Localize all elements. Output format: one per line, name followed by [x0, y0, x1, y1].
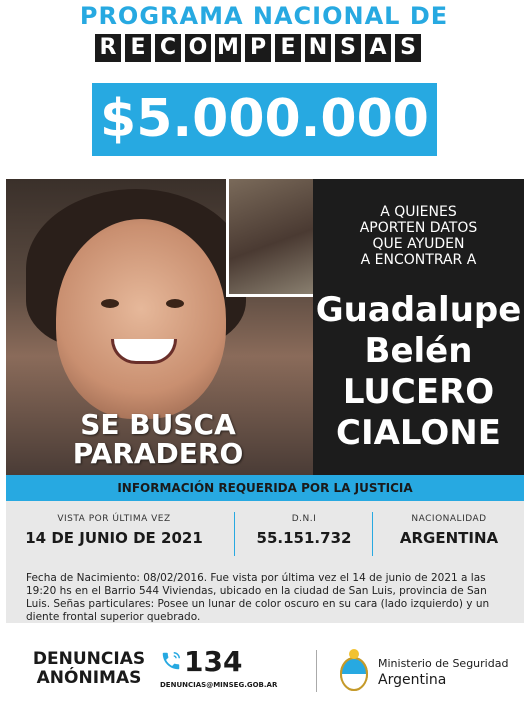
recompensas-letter: M — [215, 34, 241, 62]
person-name — [313, 290, 524, 454]
reports-line2: ANÓNIMAS — [36, 668, 142, 688]
appeal-text — [313, 204, 524, 268]
last-seen-label: VISTA POR ÚLTIMA VEZ — [57, 514, 171, 524]
dni-value: 55.151.732 — [256, 529, 352, 547]
last-seen-cell — [16, 514, 212, 547]
country-name: Argentina — [378, 672, 447, 688]
details-divider — [372, 512, 373, 556]
recompensas-letter: P — [245, 34, 271, 62]
nationality-cell — [374, 514, 524, 547]
footer-divider — [316, 650, 317, 692]
photo-face — [56, 219, 226, 419]
recompensas-letter: N — [305, 34, 331, 62]
appeal-line: A QUIENES — [380, 204, 457, 220]
reward-amount: $5.000.000 — [92, 83, 437, 156]
last-seen-value: 14 DE JUNIO DE 2021 — [25, 529, 203, 547]
name-line: Guadalupe — [315, 290, 522, 330]
program-title: PROGRAMA NACIONAL DE — [79, 2, 449, 30]
details-divider — [234, 512, 235, 556]
appeal-line: APORTEN DATOS — [359, 220, 478, 236]
recompensas-letter: O — [185, 34, 211, 62]
appeal-line: QUE AYUDEN — [372, 236, 465, 252]
recompensas-letter: E — [275, 34, 301, 62]
appeal-line: A ENCONTRAR A — [360, 252, 477, 268]
recompensas-letter: E — [125, 34, 151, 62]
reports-line1: DENUNCIAS — [32, 649, 146, 669]
name-line: LUCERO — [342, 372, 495, 412]
recompensas-letter: S — [335, 34, 361, 62]
dni-label: D.N.I — [291, 514, 317, 524]
description-text: Fecha de Nacimiento: 08/02/2016. Fue vista por última vez el 14 de junio de 2021 a las 19:20 hs en el Barrio 544 Viviendas, ubicado en la ciudad de San Luis, provincia de San Luis. Señas particulares: Posee un lunar de color oscuro en su cara (lado izquierdo) y un diente frontal superior quebrado. — [26, 572, 490, 623]
ministry-name: Ministerio de Seguridad — [378, 657, 509, 670]
recompensas-letter: R — [95, 34, 121, 62]
name-line: CIALONE — [336, 413, 501, 453]
argentina-seal-icon — [337, 647, 371, 693]
phone-icon — [160, 650, 182, 672]
nationality-value: ARGENTINA — [399, 529, 499, 547]
missing-caption-line2: PARADERO — [72, 437, 244, 470]
missing-caption — [28, 410, 288, 468]
photo-eye-right — [166, 299, 184, 308]
recompensas-letter: A — [365, 34, 391, 62]
photo-eye-left — [101, 299, 119, 308]
inset-photo — [226, 179, 316, 297]
anonymous-reports — [22, 650, 156, 688]
nationality-label: NACIONALIDAD — [411, 514, 487, 524]
report-email[interactable]: DENUNCIAS@MINSEG.GOB.AR — [160, 681, 278, 689]
justice-band: INFORMACIÓN REQUERIDA POR LA JUSTICIA — [6, 475, 524, 501]
recompensas-letter: S — [395, 34, 421, 62]
phone-number[interactable]: 134 — [184, 645, 243, 678]
name-line: Belén — [364, 331, 473, 371]
recompensas-letter: C — [155, 34, 181, 62]
dni-cell — [236, 514, 372, 547]
recompensas-title — [95, 34, 421, 62]
missing-caption-line1: SE BUSCA — [80, 408, 236, 441]
